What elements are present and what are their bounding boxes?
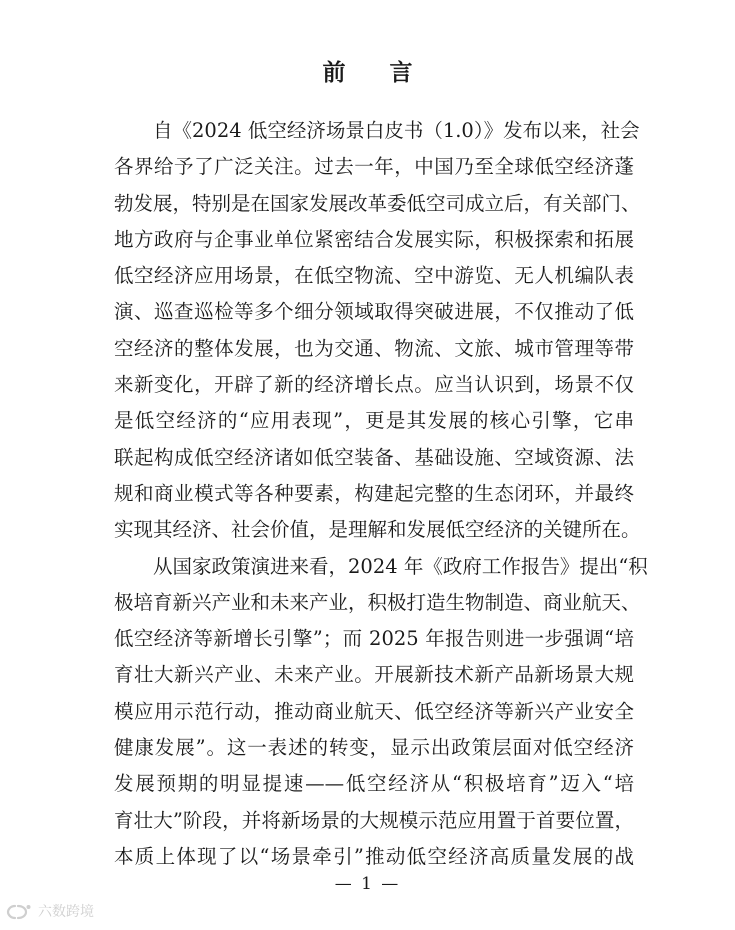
text-line: 极培育新兴产业和未来产业，积极打造生物制造、商业航天、 [114,590,641,614]
text-line: 地方政府与企事业单位紧密结合发展实际，积极探索和拓展 [114,227,634,251]
text-line: 实现其经济、社会价值，是理解和发展低空经济的关键所在。 [114,518,641,542]
text-line: 来新变化，开辟了新的经济增长点。应当认识到，场景不仅 [114,373,634,397]
text-line: 自《2024 低空经济场景白皮书（1.0）》发布以来，社会 [153,119,640,142]
text-line: 低空经济等新增长引擎”；而 2025 年报告则进一步强调“培 [114,627,634,651]
text-line: 发展预期的明显提速——低空经济从“积极培育”迈入“培 [114,772,634,796]
text-line: 勃发展，特别是在国家发展改革委低空司成立后，有关部门、 [114,191,641,215]
text-line: 各界给予了广泛关注。过去一年，中国乃至全球低空经济蓬 [114,155,634,179]
body-text [114,113,648,875]
text-line: 本质上体现了以“场景牵引”推动低空经济高质量发展的战 [114,844,634,868]
text-line: 低空经济应用场景，在低空物流、空中游览、无人机编队表 [114,264,634,288]
brand-logo-icon [6,903,32,921]
text-line: 模应用示范行动，推动商业航天、低空经济等新兴产业安全 [114,699,634,723]
paragraph-1 [114,113,641,549]
text-line: 从国家政策演进来看，2024 年《政府工作报告》提出“积 [153,554,648,578]
text-line: 是低空经济的“应用表现”，更是其发展的核心引擎，它串 [114,409,634,433]
paragraph-2 [114,549,648,876]
page-title: 前 言 [322,59,431,87]
text-line: 健康发展”。这一表述的转变，显示出政策层面对低空经济 [114,736,634,760]
text-line: 育壮大”阶段，并将新场景的大规模示范应用置于首要位置， [114,808,634,832]
text-line: 规和商业模式等各种要素，构建起完整的生态闭环，并最终 [114,481,634,505]
text-line: 空经济的整体发展，也为交通、物流、文旅、城市管理等带 [114,336,634,360]
text-line: 育壮大新兴产业、未来产业。开展新技术新产品新场景大规 [114,663,634,687]
text-line: 演、巡查巡检等多个细分领域取得突破进展，不仅推动了低 [114,300,634,324]
text-line: 联起构成低空经济诸如低空装备、基础设施、空域资源、法 [114,445,634,469]
watermark [6,903,94,921]
page-number: — 1 — [334,874,401,894]
watermark-text: 六数跨境 [38,904,94,920]
